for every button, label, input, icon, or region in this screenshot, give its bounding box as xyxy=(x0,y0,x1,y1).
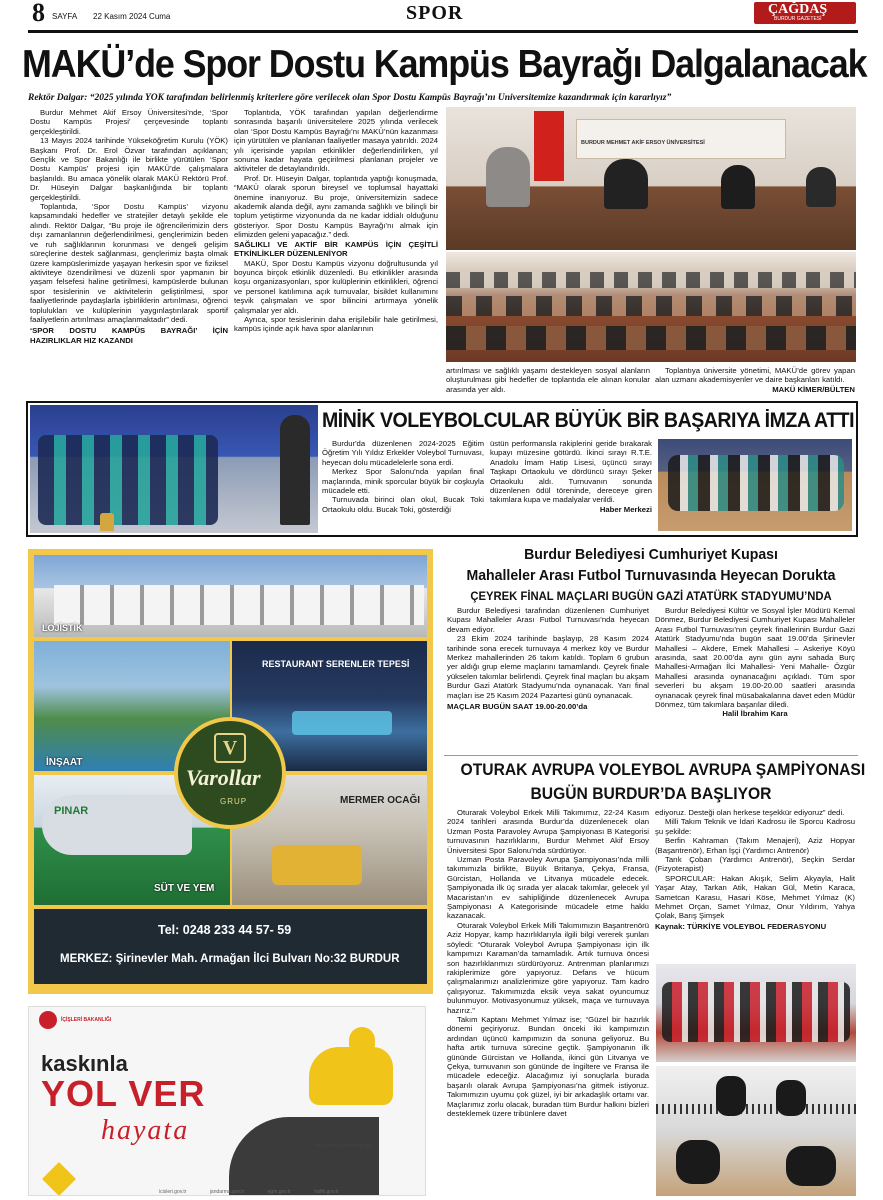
volley-col-2 xyxy=(490,439,652,514)
footer-link[interactable]: icisleri.gov.tr xyxy=(159,1189,187,1195)
scooter-icon xyxy=(309,1047,393,1105)
ad-contact-panel xyxy=(34,909,427,984)
paragraph: Uzman Posta Paravoley Avrupa Şampiyonası’nda milli takımımızla birlikte, Büyük Britanya, Çekya, Fransa, Gürcistan, Hollanda ve Litvanya mücadele edecek. Şampiyonada ilk üç sırada yer alacak takımlar, gelecek yıl Macaristan’ın ev sahipliğinde düzenlenecek Avrupa Şampiyonası A Kategorisinde mücadele etme hakkı kazanacak. xyxy=(447,855,649,921)
footer-link[interactable]: egm.gov.tr xyxy=(267,1189,291,1195)
subheading: SAĞLIKLI VE AKTİF BİR KAMPÜS İÇİN ÇEŞİTLİ ETKİNLİKLER DÜZENLENİYOR xyxy=(234,239,438,259)
subheading: ‘SPOR DOSTU KAMPÜS BAYRAĞI’ İÇİN HAZIRLIKLAR HIZ KAZANDI xyxy=(30,326,228,345)
ad-footer-links xyxy=(159,1189,419,1195)
oturak-rule xyxy=(444,755,858,756)
paragraph: Milli Takım Teknik ve İdari Kadrosu ile Sporcu Kadrosu şu şekilde: xyxy=(655,817,855,836)
photo-banner xyxy=(576,119,786,159)
brand-sub: GRUP xyxy=(220,797,248,806)
person xyxy=(806,167,836,207)
team-photo xyxy=(656,964,856,1062)
paragraph: artırılması ve sağlıklı yaşamı destekleyen sosyal alanların oluşturulması gibi hedefler de toplantıda ele alınan konular arasında yer aldı. xyxy=(446,366,650,394)
paragraph: Burdur'da düzenlenen 2024-2025 Eğitim Öğretim Yılı Yıldız Erkekler Voleybol Turnuvası, heyecan dolu mücadelelerle sona erdi. xyxy=(322,439,484,467)
paragraph: MAKÜ, Spor Dostu Kampüs vizyonu doğrultusunda yıl boyunca birçok etkinlik düzenledi. Bu etkinlikler arasında koşu organizasyonları, spor kulüplerinin etkinlikleri, öğrenci ve personel katılımına açık turnuvalar, bisiklet kullanımını teşvik çalışmaları ve spor bilincini artırmaya yönelik çalışmalar yer aldı. xyxy=(234,258,438,315)
newspaper-logo xyxy=(754,2,856,24)
paragraph: üstün performansla rakiplerini geride bırakarak kupayı müzesine götürdü. İkinci sırayı R.T.E. Anadolu İmam Hatip Lisesi, üçüncü sırayı Taşkapı Ortaokulu ve dördüncü sırayı Şeker Ortaokulu aldı. Turnuvanın sonunda düzenlenen ödül töreninde, dereceye giren takımlara kupa ve madalyalar verildi. xyxy=(490,439,652,505)
slogan-line-1: kaskınla xyxy=(41,1051,128,1076)
person xyxy=(604,159,648,209)
source-credit: Kaynak: TÜRKİYE VOLEYBOL FEDERASYONU xyxy=(655,921,827,931)
ad-address: MERKEZ: Şirinevler Mah. Armağan İlci Bulvarı No:32 BURDUR xyxy=(60,953,400,965)
main-col-3 xyxy=(446,366,650,394)
hashtag: #kurallariyaolverhayata xyxy=(315,1143,372,1149)
oturak-col-2 xyxy=(655,808,855,931)
logo-subtext: BURDUR GAZETESİ xyxy=(774,16,822,22)
ministry-emblem xyxy=(39,1011,57,1029)
main-col-2 xyxy=(234,108,438,334)
subheading: MAÇLAR BUGÜN SAAT 19.00-20.00’da xyxy=(447,702,588,712)
audience-row xyxy=(446,326,856,350)
header-rule xyxy=(28,30,858,33)
flag xyxy=(534,111,564,181)
football-col-1 xyxy=(447,606,649,711)
oturak-headline-1: OTURAK AVRUPA VOLEYBOL AVRUPA ŞAMPİYONASI xyxy=(460,760,866,779)
slogan-line-2: YOL VER xyxy=(41,1073,206,1114)
brand-name: Varollar xyxy=(186,765,261,790)
banner-text: BURDUR MEHMET AKİF ERSOY ÜNİVERSİTESİ xyxy=(581,140,705,146)
player xyxy=(676,1140,720,1184)
paragraph: Turnuvada birinci olan okul, Bucak Toki Ortaokulu oldu. Bucak Toki, gösterdiği xyxy=(322,495,484,514)
meeting-photo-top xyxy=(446,107,856,250)
byline: Haber Merkezi xyxy=(599,504,652,514)
volley-headline: MİNİK VOLEYBOLCULAR BÜYÜK BİR BAŞARIYA İMZA ATTI xyxy=(322,409,855,432)
main-deck: Rektör Dalgar: “2025 yılında YÖK tarafından belirlenmiş kriterlere göre verilecek olan Spor Dostu Kampüs Bayrağı’nı Üniversitemize kazandırmak için kararlıyız” xyxy=(28,93,672,103)
byline: MAKÜ KİMER/BÜLTEN xyxy=(772,384,855,394)
player xyxy=(776,1080,806,1116)
paragraph: Burdur Belediyesi tarafından düzenlenen Cumhuriyet Kupası Mahalleler Arası Futbol Turnuvası’nda heyecan devam ediyor. xyxy=(447,606,649,634)
volley-photo-match xyxy=(658,439,852,531)
excavator xyxy=(272,845,362,885)
logo-text: ÇAĞDAŞ xyxy=(768,2,828,17)
player xyxy=(786,1146,836,1186)
paragraph: 23 Ekim 2024 tarihinde başlayıp, 28 Kasım 2024 tarihinde sona erecek turnuvaya 4 merkez köy ve Burdur Merkez mahallerinden 26 takım katıldı. Toplam 6 grubun yer aldığı grup eleme maçlarını tamamlandı. Çeyrek finale yükselen takımlar belirlendi. Çeyrek final maçları bu akşam Burdur Gazi Atatürk Stadyumu’nda oynanacak. Yarı final maçları ise 25 Kasım 2024 Pazartesi günü oynanacak. xyxy=(447,634,649,700)
logo-v-icon: V xyxy=(214,733,246,763)
main-col-1 xyxy=(30,108,228,345)
football-col-2 xyxy=(655,606,855,719)
training-photo xyxy=(656,1066,856,1196)
football-headline-1: Burdur Belediyesi Cumhuriyet Kupası xyxy=(524,546,778,563)
truck-fleet xyxy=(54,585,424,625)
paragraph: 13 Mayıs 2024 tarihinde Yükseköğretim Kurulu (YÖK) Başkanı Prof. Dr. Erol Özvar tarafından açıklanan; Gençlik ve Spor Bakanlığı ile birlikte yürütülen ‘Spor Dostu Kampüs’ projesi için MAKÜ’de çalışmalara başlanıldı. Bu amaca yönelik olarak MAKÜ Rektörü Prof. Dr. Hüseyin Dalgar başkanlığında bir toplantı gerçekleştirildi. xyxy=(30,136,228,202)
footer-link[interactable]: trafik.gov.tr xyxy=(314,1189,339,1195)
volley-photo-team xyxy=(30,405,318,533)
net xyxy=(656,1104,856,1114)
section-title: SPOR xyxy=(406,2,464,24)
warning-sign-icon xyxy=(42,1162,76,1196)
varollar-logo xyxy=(174,717,286,829)
players xyxy=(38,435,218,525)
ministry-label: İÇİŞLERİ BAKANLIĞI xyxy=(61,1017,112,1023)
paragraph: SPORCULAR: Hakan Akışık, Selim Akyayla, Halit Yaşar Atay, Tarkan Atik, Hakan Gül, Metin Karaca, Sametcan Karasu, Hasari Köse, Mehmet Yılmaz (K) Mehmet Orçan, Samet Yılmaz, Onur Yıldırım, Yahya Çolak, Barış Şimşek xyxy=(655,873,855,921)
main-col-4 xyxy=(655,366,855,394)
slogan-line-3: hayata xyxy=(101,1115,190,1146)
paragraph: Burdur Mehmet Akif Ersoy Üniversitesi'nde, ‘Spor Dostu Kampüs Projesi’ çerçevesinde toplantı gerçekleştirildi. xyxy=(30,108,228,136)
sayfa-label: SAYFA xyxy=(52,12,78,21)
players xyxy=(662,982,850,1042)
paragraph: Oturarak Voleybol Erkek Milli Takımımızın Başantrenörü Aziz Hopyar, kamp hazırlıklarıyla ilgili bilgi vererek şunları söyledi: “Oturarak Voleybol Avrupa Şampiyonası için ilk kampımızı Karaman’da tamamladık. Artık turnuva öncesi son hazırlıklarımızı sürdürüyoruz. Antrenman planlarımızı rakiplerimize göre yapıyoruz. Defans ve hücum çalışmalarımızı analizlerimize göre yapıyoruz. Tam kadro çalışıyoruz. Takımımızda eksik veya sakat oyuncumuz bulunmuyor. Motivasyonumuz yüksek, maça ve turnuvaya hazırız.” xyxy=(447,920,649,1015)
paragraph: Toplantıda, YÖK tarafından yapılan değerlendirme sonrasında başarılı üniversitelere 2025 yılında verilecek olan ‘Spor Dostu Kampüs Bayrağı’nı MAKÜ’nün kazanması için yürütülen ve planlanan faaliyetler masaya yatırıldı. 2024 yılı içerisinde yapılan etkinlikler değerlendirilirken, yıl sonuna kadar hayata geçirilmesi planlanan projeler ve aktiviteler de detaylandırıldı. xyxy=(234,108,438,174)
paragraph: Takım Kaptanı Mehmet Yılmaz ise; “Güzel bir hazırlık dönemi geçiriyoruz. Bundan önceki iki kampımızın ardından üçüncü kampımızın da sonuna geliyoruz. Bu hafta artık turnuva sürecine geçtik. Şampiyonanın ilk gününde Gürcistan ve Hollanda, ikinci gün Litvanya ve Çekya, turnuvanın son gününde de İngiltere ve Fransa ile mücadele edeceğiz. Alacağımız iyi sonuçlarla burada başarılı olarak Avrupa Şampiyonası’na gitmek istiyoruz. Takımımızın uyumu çok güzel, iyi bir arkadaşlık ortamı var. Maçlarımız zorlu olacak, buradan tüm Burdur halkını bizleri desteklemek üzere tribünlere davet xyxy=(447,1014,649,1118)
ad-logistics-photo xyxy=(34,555,427,637)
pool xyxy=(292,711,392,735)
paragraph: Merkez Spor Salonu'nda yapılan final maçlarında, minik sporcular büyük bir coşkuyla mücadele etti. xyxy=(322,467,484,496)
tanker-truck xyxy=(42,795,192,855)
volley-col-1 xyxy=(322,439,484,514)
paragraph: Oturarak Voleybol Erkek Milli Takımımız, 22-24 Kasım 2024 tarihleri arasında Burdur’da düzenlenecek olan Uzman Posta Paravoley Avrupa Şampiyonası B Kategorisi turnuvasının hazırlıklarını, Burdur Mehmet Akif Ersoy Üniversitesi Spor Salonu’nda sürdürüyor. xyxy=(447,808,649,855)
paragraph: Prof. Dr. Hüseyin Dalgar, toplantıda yaptığı konuşmada, “MAKÜ olarak sporun bireysel ve toplumsal hayattaki önemine inanıyoruz. Bu proje, üniversitemizin sadece akademik alanda değil, aynı zamanda sağlıklı ve bilinçli bir toplum yetiştirme vizyonunda da ne kadar iddialı olduğunu gösteriyor. Spor Dostu Kampüs Bayrağı’nı almak için elimizden geleni yapacağız.” dedi. xyxy=(234,173,438,240)
players xyxy=(668,455,844,511)
award-person xyxy=(280,415,310,525)
helmet-icon xyxy=(349,1027,375,1049)
paragraph: Toplantıda, ‘Spor Dostu Kampüs’ vizyonu kapsamındaki hedefler ve stratejiler detaylı şekilde ele alındı. Rektör Dalgar, “Bu proje ile öğrencilerimizin ders dışı zamanlarının değerlendirilmesi, gençlerimizin beden ve ruh sağlıklarının korunması ve dengeli gelişim süreçlerine destek sağlanması, gençlerimiz başta olmak üzere kampüslerimizde yaşayan herkesin spor ve fiziksel aktiviteye özendirilmesi ve düzenli spor yapmanın bir yaşam felsefesi haline getirilmesi, kampüslerde bulunan spor tesislerinin ve aktivitelerin geliştirilmesi, spor faaliyetlerinde paydaşlarla işbirliklerin artırılması, öğrenci toplulukları ve kulüplerinin yaygınlaştırılarak sportif faaliyetlerin artırılması amaçlanmaktadır” dedi. xyxy=(30,202,228,324)
paragraph: Burdur Belediyesi Kültür ve Sosyal İşler Müdürü Kemal Dönmez, Burdur Belediyesi Cumhuriyet Kupası Mahalleler Arası Futbol Turnuvası’nın çeyrek finallerinin Burdur Gazi Atatürk Stadyumu’nda bugün saat 19.00’da Şirinevler Mahallesi – Akdere, Emek Mahallesi – Askeriye Köyü arasında, saat 20.00’da aynı gün aynı sahada Burç Mahallesi-Armağan İlci Mahallesi- Yeni Mahalle- Özgür Mahallesi arasında oynanacağını açıkladı. Tüm spor severleri bu akşam 19.00-20.00 saatleri arasında oynanacak çeyrek final müsabakalarına davet eden Müdür Dönmez, tüm takımlara başarılar diledi. xyxy=(655,606,855,710)
truck-brand: PINAR xyxy=(54,805,89,817)
paragraph: Toplantıya üniversite yönetimi, MAKÜ’de görev yapan alan uzmanı akademisyenler ve daire başkanları katıldı. xyxy=(655,366,855,385)
meeting-photo-bottom xyxy=(446,252,856,362)
main-headline: MAKÜ’de Spor Dostu Kampüs Bayrağı Dalgalanacak xyxy=(22,43,867,86)
construction-label: İNŞAAT xyxy=(46,757,83,768)
audience-row xyxy=(446,272,856,288)
quarry-label: MERMER OCAĞI xyxy=(340,795,420,806)
football-headline-3: ÇEYREK FİNAL MAÇLARI BUGÜN GAZİ ATATÜRK STADYUMU’NDA xyxy=(470,589,832,603)
trophy-icon xyxy=(100,513,114,531)
issue-date: 22 Kasım 2024 Cuma xyxy=(93,12,171,21)
paragraph: ediyoruz. Desteği olan herkese teşekkür ediyoruz” dedi. xyxy=(655,808,845,817)
paragraph: Berfin Kahraman (Takım Menajeri), Aziz Hopyar (Başantrenör), Erhan İşçi (Yardımcı Antrenör) xyxy=(655,836,855,855)
person xyxy=(721,165,755,209)
water-label: SÜT VE YEM xyxy=(154,883,215,894)
footer-link[interactable]: jandarma.gov.tr xyxy=(209,1189,245,1195)
football-headline-2: Mahalleler Arası Futbol Turnuvasında Heyecan Dorukta xyxy=(466,567,836,584)
paragraph: Ayrıca, spor tesislerinin daha erişilebilir hale getirilmesi, kampüs içinde açık hava spor alanlarının xyxy=(234,314,438,334)
ad-phone: Tel: 0248 233 44 57- 59 xyxy=(158,923,292,937)
helmet-ad[interactable] xyxy=(28,1006,426,1196)
paragraph: Tarık Çoban (Yardımcı Antrenör), Seçkin Serdar (Fizyoterapist) xyxy=(655,855,855,874)
restaurant-label: RESTAURANT SERENLER TEPESİ xyxy=(262,659,410,669)
player xyxy=(716,1076,746,1116)
logistics-label: LOJİSTİK xyxy=(42,623,83,633)
road-graphic xyxy=(229,1117,379,1196)
oturak-headline-2: BUGÜN BURDUR’DA BAŞLIYOR xyxy=(530,784,772,803)
varollar-ad[interactable] xyxy=(28,549,433,994)
oturak-col-1 xyxy=(447,808,649,1198)
byline: Halil İbrahim Kara xyxy=(722,709,788,719)
audience-row xyxy=(446,296,856,316)
page-number: 8 xyxy=(32,0,45,27)
page-header xyxy=(28,0,858,30)
person xyxy=(486,147,530,207)
